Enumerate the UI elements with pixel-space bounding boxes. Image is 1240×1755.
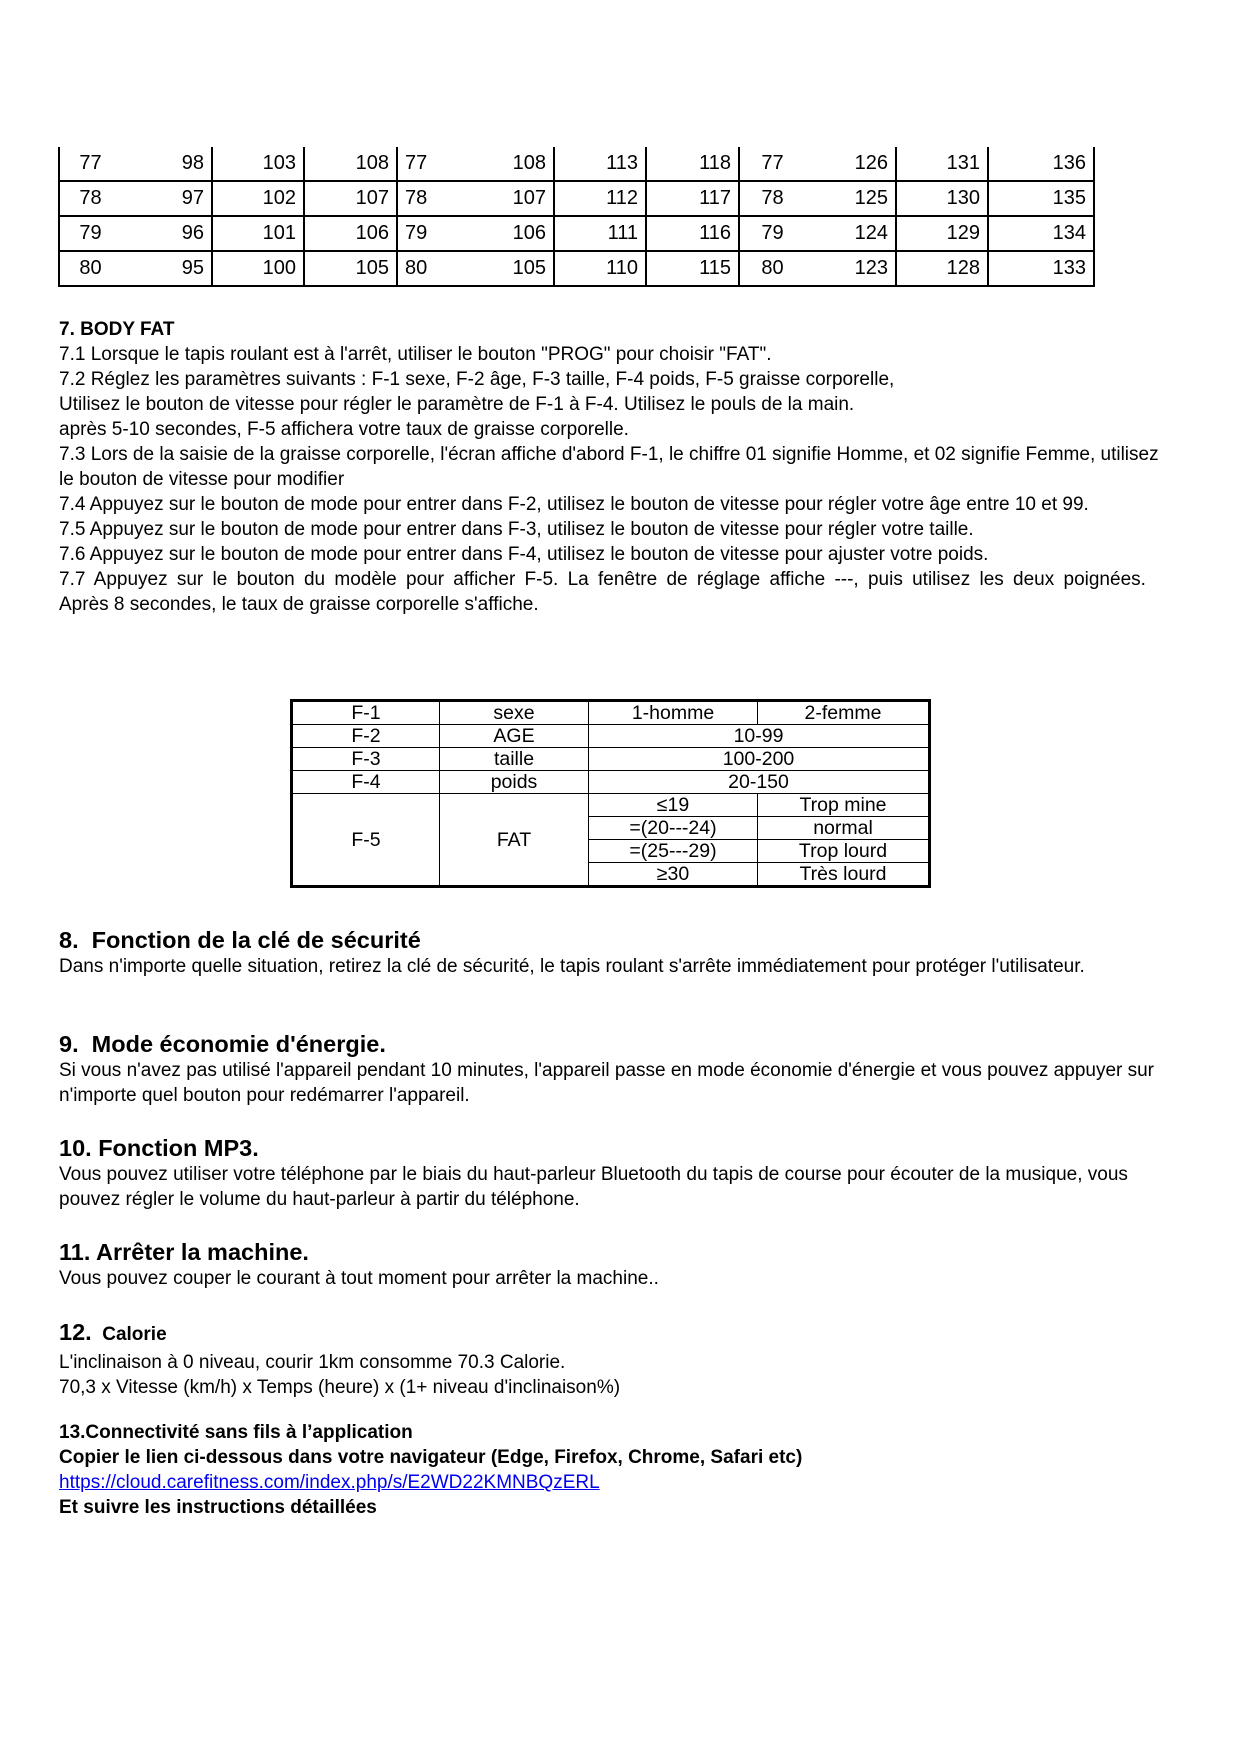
section-heading — [59, 1030, 1167, 1058]
section-title: Mode économie d'énergie. — [91, 1031, 386, 1057]
table-cell: 118 — [646, 147, 739, 181]
table-row — [59, 147, 1094, 181]
table-cell: 79 — [739, 216, 805, 251]
paragraph: 7.6 Appuyez sur le bouton de mode pour entrer dans F-4, utilisez le bouton de vitesse pour ajuster votre poids. — [59, 544, 989, 565]
heart-rate-table — [58, 147, 1095, 287]
table-cell: ≤19 — [589, 794, 758, 817]
table-cell: 79 — [397, 216, 463, 251]
table-cell: 2-femme — [758, 701, 930, 725]
table-cell: F-4 — [292, 771, 440, 794]
table-cell: 102 — [212, 181, 304, 216]
section-stop-machine — [59, 1238, 1167, 1291]
table-cell: 95 — [121, 251, 212, 286]
table-row — [59, 216, 1094, 251]
table-cell: Trop lourd — [758, 840, 930, 863]
table-row — [59, 181, 1094, 216]
section-body-fat — [59, 317, 1167, 617]
table-cell: 78 — [397, 181, 463, 216]
table-cell: 131 — [896, 147, 988, 181]
table-cell: 10-99 — [589, 725, 930, 748]
table-cell: F-5 — [292, 794, 440, 887]
section-calorie — [59, 1318, 1167, 1400]
section-heading: 7. BODY FAT — [59, 319, 175, 340]
table-cell: 112 — [554, 181, 646, 216]
table-cell: 108 — [463, 147, 554, 181]
paragraph: Et suivre les instructions détaillées — [59, 1497, 377, 1518]
table-cell: 115 — [646, 251, 739, 286]
paragraph: 7.7 Appuyez sur le bouton du modèle pour afficher F-5. La fenêtre de réglage affiche ---, puis utilisez les deux poignées. — [59, 569, 1146, 590]
section-title: Calorie — [102, 1324, 167, 1345]
table-cell: 80 — [397, 251, 463, 286]
table-cell: =(25---29) — [589, 840, 758, 863]
section-number: 9. — [59, 1031, 79, 1057]
table-cell: F-1 — [292, 701, 440, 725]
table-cell: 78 — [739, 181, 805, 216]
paragraph: 7.3 Lors de la saisie de la graisse corporelle, l'écran affiche d'abord F-1, le chiffre 01 signifie Homme, et 02 signifie Femme, utilisez le bouton de vitesse pour modifier — [59, 444, 1159, 490]
app-link-anchor[interactable]: https://cloud.carefitness.com/index.php/s/E2WD22KMNBQzERL — [59, 1472, 600, 1493]
paragraph: Vous pouvez couper le courant à tout moment pour arrêter la machine.. — [59, 1268, 659, 1289]
table-cell: 124 — [805, 216, 896, 251]
table-cell: 97 — [121, 181, 212, 216]
table-row — [292, 701, 930, 725]
table-cell: 107 — [463, 181, 554, 216]
table-cell: 106 — [463, 216, 554, 251]
table-row — [292, 748, 930, 771]
table-cell: F-2 — [292, 725, 440, 748]
paragraph: 7.1 Lorsque le tapis roulant est à l'arrêt, utiliser le bouton "PROG" pour choisir "FAT". — [59, 344, 772, 365]
paragraph: Si vous n'avez pas utilisé l'appareil pendant 10 minutes, l'appareil passe en mode économie d'énergie et vous pouvez appuyer sur n'importe quel bouton pour redémarrer l'appareil. — [59, 1060, 1155, 1106]
table-cell: 105 — [463, 251, 554, 286]
table-cell: 129 — [896, 216, 988, 251]
table-cell: F-3 — [292, 748, 440, 771]
table-row — [292, 771, 930, 794]
paragraph: après 5-10 secondes, F-5 affichera votre taux de graisse corporelle. — [59, 419, 629, 440]
table-cell: 78 — [59, 181, 121, 216]
table-cell: 100 — [212, 251, 304, 286]
paragraph: Après 8 secondes, le taux de graisse corporelle s'affiche. — [59, 594, 539, 615]
table-cell: 80 — [739, 251, 805, 286]
section-number: 8. — [59, 927, 79, 953]
section-heading — [59, 1318, 1167, 1350]
section-energy-saving — [59, 1030, 1167, 1108]
table-cell: 125 — [805, 181, 896, 216]
section-mp3 — [59, 1134, 1167, 1212]
table-cell: 110 — [554, 251, 646, 286]
table-cell: 123 — [805, 251, 896, 286]
table-cell: 105 — [304, 251, 397, 286]
table-cell: taille — [440, 748, 589, 771]
table-cell: 77 — [397, 147, 463, 181]
paragraph: 7.2 Réglez les paramètres suivants : F-1 sexe, F-2 âge, F-3 taille, F-4 poids, F-5 graisse corporelle, — [59, 369, 895, 390]
table-cell: 108 — [304, 147, 397, 181]
paragraph: 7.4 Appuyez sur le bouton de mode pour entrer dans F-2, utilisez le bouton de vitesse pour régler votre âge entre 10 et 99. — [59, 494, 1089, 515]
table-cell: 130 — [896, 181, 988, 216]
table-cell: 101 — [212, 216, 304, 251]
paragraph: Utilisez le bouton de vitesse pour régler le paramètre de F-1 à F-4. Utilisez le pouls de la main. — [59, 394, 855, 415]
table-cell: 103 — [212, 147, 304, 181]
table-cell: 135 — [988, 181, 1094, 216]
table-cell: 98 — [121, 147, 212, 181]
table-row — [292, 794, 930, 817]
table-cell: 100-200 — [589, 748, 930, 771]
section-heading: 13.Connectivité sans fils à l’application — [59, 1422, 413, 1443]
paragraph: 7.5 Appuyez sur le bouton de mode pour entrer dans F-3, utilisez le bouton de vitesse pour régler votre taille. — [59, 519, 974, 540]
table-cell: 113 — [554, 147, 646, 181]
section-title: Fonction de la clé de sécurité — [91, 927, 421, 953]
section-app-connectivity — [59, 1420, 1167, 1520]
table-cell: 136 — [988, 147, 1094, 181]
table-cell: 77 — [739, 147, 805, 181]
section-heading — [59, 926, 1167, 954]
table-row — [292, 725, 930, 748]
table-cell: sexe — [440, 701, 589, 725]
table-cell: 111 — [554, 216, 646, 251]
table-cell: 117 — [646, 181, 739, 216]
table-cell: 1-homme — [589, 701, 758, 725]
table-cell: poids — [440, 771, 589, 794]
table-cell: 79 — [59, 216, 121, 251]
section-number: 12. — [59, 1319, 92, 1345]
table-cell: =(20---24) — [589, 817, 758, 840]
paragraph: L'inclinaison à 0 niveau, courir 1km consomme 70.3 Calorie. — [59, 1352, 566, 1373]
paragraph: 70,3 x Vitesse (km/h) x Temps (heure) x (1+ niveau d'inclinaison%) — [59, 1377, 621, 1398]
table-cell: 116 — [646, 216, 739, 251]
section-heading: 11. Arrêter la machine. — [59, 1239, 309, 1265]
table-cell: ≥30 — [589, 863, 758, 887]
table-cell: 80 — [59, 251, 121, 286]
paragraph: Dans n'importe quelle situation, retirez la clé de sécurité, le tapis roulant s'arrête immédiatement pour protéger l'utilisateur. — [59, 956, 1085, 977]
section-heading: 10. Fonction MP3. — [59, 1135, 259, 1161]
table-cell: AGE — [440, 725, 589, 748]
table-cell: normal — [758, 817, 930, 840]
table-cell: Très lourd — [758, 863, 930, 887]
table-cell: 106 — [304, 216, 397, 251]
table-cell: 107 — [304, 181, 397, 216]
body-fat-table — [290, 699, 931, 888]
table-cell: Trop mine — [758, 794, 930, 817]
table-cell: 96 — [121, 216, 212, 251]
table-row — [59, 251, 1094, 286]
table-cell: 133 — [988, 251, 1094, 286]
table-cell: 134 — [988, 216, 1094, 251]
table-cell: 20-150 — [589, 771, 930, 794]
table-cell: 128 — [896, 251, 988, 286]
table-cell: FAT — [440, 794, 589, 887]
app-link[interactable] — [59, 1470, 1167, 1495]
paragraph: Copier le lien ci-dessous dans votre navigateur (Edge, Firefox, Chrome, Safari etc) — [59, 1447, 803, 1468]
table-cell: 77 — [59, 147, 121, 181]
table-cell: 126 — [805, 147, 896, 181]
section-safety-key — [59, 926, 1167, 979]
paragraph: Vous pouvez utiliser votre téléphone par le biais du haut-parleur Bluetooth du tapis de course pour écouter de la musique, vous pouvez régler le volume du haut-parleur à partir du téléphone. — [59, 1164, 1128, 1210]
